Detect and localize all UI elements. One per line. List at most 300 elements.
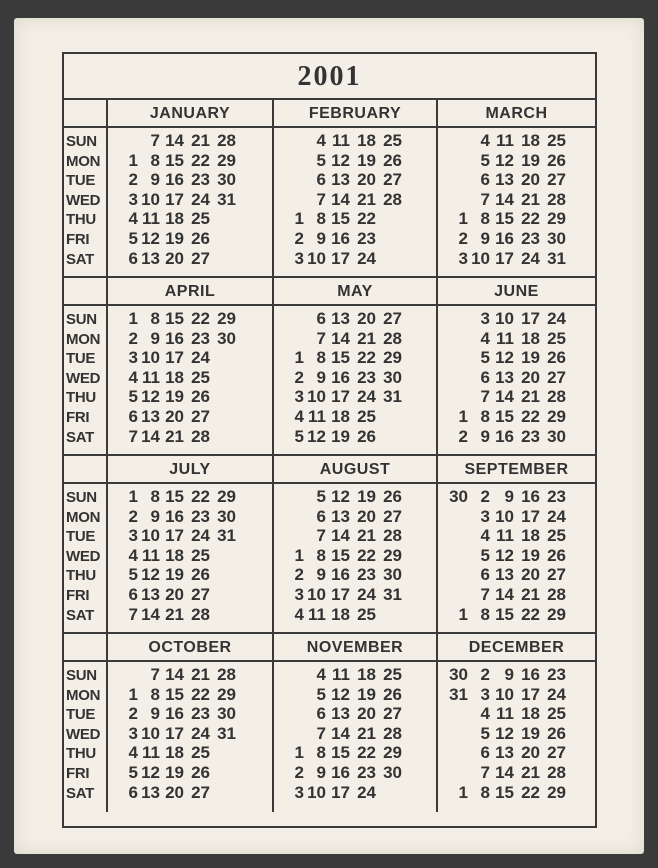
day-number: 7 bbox=[316, 189, 326, 209]
day-number: 2 bbox=[480, 665, 490, 684]
day-number: 12 bbox=[495, 723, 514, 743]
day-number: 20 bbox=[165, 407, 184, 426]
day-number: 9 bbox=[504, 487, 514, 506]
day-number: 19 bbox=[165, 387, 184, 407]
weekday-label: WED bbox=[66, 725, 101, 743]
day-number: 18 bbox=[331, 604, 350, 624]
day-number: 3 bbox=[480, 684, 490, 704]
day-number: 6 bbox=[480, 170, 490, 190]
day-number: 24 bbox=[357, 782, 376, 802]
weekday-label: FRI bbox=[66, 587, 90, 604]
day-number: 29 bbox=[217, 309, 236, 328]
day-number: 22 bbox=[521, 407, 540, 426]
day-number: 8 bbox=[150, 309, 160, 328]
weekday-label: THU bbox=[66, 567, 96, 585]
day-number: 18 bbox=[521, 328, 540, 348]
day-number: 29 bbox=[383, 743, 402, 763]
day-number: 18 bbox=[521, 526, 540, 546]
day-number: 22 bbox=[357, 209, 376, 229]
day-number: 2 bbox=[128, 506, 138, 526]
weekday-label: WED bbox=[66, 191, 101, 209]
day-number: 1 bbox=[294, 743, 304, 763]
weekday-label: SUN bbox=[66, 133, 97, 150]
day-number: 10 bbox=[495, 309, 514, 328]
day-number: 5 bbox=[480, 545, 490, 565]
day-number: 25 bbox=[191, 209, 210, 229]
day-number: 21 bbox=[357, 189, 376, 209]
month-name: FEBRUARY bbox=[308, 105, 402, 122]
weekday-label: SAT bbox=[66, 606, 94, 624]
day-number: 6 bbox=[316, 309, 326, 328]
day-number: 31 bbox=[217, 723, 236, 743]
day-number: 29 bbox=[217, 150, 236, 170]
day-number: 24 bbox=[357, 387, 376, 407]
day-number: 6 bbox=[480, 743, 490, 763]
day-number: 19 bbox=[357, 487, 376, 506]
day-number: 19 bbox=[521, 545, 540, 565]
day-number: 20 bbox=[521, 170, 540, 190]
day-number: 27 bbox=[547, 170, 566, 190]
day-number: 31 bbox=[383, 387, 402, 407]
day-number: 4 bbox=[316, 665, 326, 684]
day-number: 18 bbox=[521, 131, 540, 150]
day-number: 14 bbox=[495, 763, 514, 782]
day-number: 30 bbox=[217, 328, 236, 348]
day-number: 3 bbox=[128, 348, 138, 368]
day-number: 12 bbox=[141, 229, 160, 248]
day-number: 25 bbox=[191, 743, 210, 763]
day-number: 2 bbox=[294, 229, 304, 248]
day-number: 23 bbox=[521, 229, 540, 248]
day-number: 25 bbox=[191, 367, 210, 387]
day-number: 11 bbox=[496, 526, 514, 546]
day-number: 22 bbox=[521, 782, 540, 802]
day-number: 19 bbox=[165, 763, 184, 782]
day-number: 16 bbox=[331, 229, 350, 248]
day-number: 25 bbox=[547, 704, 566, 724]
day-number: 21 bbox=[521, 387, 540, 407]
day-number: 15 bbox=[165, 684, 184, 704]
day-number: 26 bbox=[547, 545, 566, 565]
day-number: 9 bbox=[316, 763, 326, 782]
day-number: 3 bbox=[128, 723, 138, 743]
month-name: JUNE bbox=[494, 283, 539, 300]
day-number: 2 bbox=[458, 426, 468, 446]
day-number: 10 bbox=[307, 585, 326, 604]
day-number: 3 bbox=[294, 782, 304, 802]
day-number: 29 bbox=[547, 407, 566, 426]
day-number: 8 bbox=[480, 782, 490, 802]
day-number: 14 bbox=[331, 723, 350, 743]
weekday-column bbox=[64, 128, 106, 278]
day-number: 2 bbox=[294, 565, 304, 585]
day-number: 4 bbox=[128, 743, 138, 763]
day-number: 7 bbox=[480, 763, 490, 782]
day-number: 15 bbox=[495, 209, 514, 229]
day-number: 8 bbox=[316, 545, 326, 565]
day-number: 6 bbox=[128, 585, 138, 604]
day-number: 13 bbox=[141, 782, 160, 802]
weekday-label: SUN bbox=[66, 667, 97, 684]
day-number: 17 bbox=[331, 248, 350, 268]
day-number: 27 bbox=[191, 248, 210, 268]
day-number: 10 bbox=[141, 723, 160, 743]
day-number: 22 bbox=[521, 209, 540, 229]
day-number: 13 bbox=[331, 170, 350, 190]
day-number: 9 bbox=[150, 328, 160, 348]
day-number: 21 bbox=[357, 328, 376, 348]
weekday-label: SUN bbox=[66, 489, 97, 506]
day-number: 25 bbox=[383, 131, 402, 150]
day-number: 30 bbox=[383, 763, 402, 782]
day-number: 31 bbox=[449, 684, 468, 704]
day-number: 18 bbox=[357, 665, 376, 684]
weekday-column bbox=[64, 306, 106, 456]
day-number: 22 bbox=[191, 150, 210, 170]
calendar-frame bbox=[62, 52, 597, 828]
day-number: 20 bbox=[165, 782, 184, 802]
day-number: 23 bbox=[357, 229, 376, 248]
day-number: 15 bbox=[165, 150, 184, 170]
day-number: 21 bbox=[191, 665, 210, 684]
day-number: 10 bbox=[141, 348, 160, 368]
day-number: 30 bbox=[449, 665, 468, 684]
month-name: APRIL bbox=[164, 283, 216, 300]
month-name: JULY bbox=[169, 461, 211, 478]
day-number: 9 bbox=[480, 229, 490, 248]
day-number: 24 bbox=[547, 309, 566, 328]
day-number: 7 bbox=[480, 387, 490, 407]
day-number: 4 bbox=[480, 131, 490, 150]
day-number: 9 bbox=[480, 426, 490, 446]
month-block-april bbox=[108, 278, 272, 456]
day-number: 26 bbox=[357, 426, 376, 446]
day-number: 18 bbox=[521, 704, 540, 724]
day-number: 27 bbox=[191, 407, 210, 426]
day-number: 16 bbox=[331, 565, 350, 585]
day-number: 11 bbox=[142, 209, 160, 229]
day-number: 30 bbox=[383, 565, 402, 585]
day-number: 27 bbox=[547, 743, 566, 763]
day-number: 6 bbox=[316, 506, 326, 526]
day-number: 31 bbox=[217, 526, 236, 546]
day-number: 23 bbox=[547, 665, 566, 684]
day-number: 24 bbox=[191, 189, 210, 209]
day-number: 14 bbox=[331, 526, 350, 546]
day-number: 26 bbox=[547, 723, 566, 743]
day-number: 22 bbox=[191, 684, 210, 704]
month-block-august bbox=[274, 456, 436, 634]
day-number: 24 bbox=[191, 526, 210, 546]
day-number: 4 bbox=[294, 604, 304, 624]
day-number: 29 bbox=[547, 209, 566, 229]
day-number: 18 bbox=[331, 407, 350, 426]
day-number: 1 bbox=[294, 545, 304, 565]
day-number: 22 bbox=[191, 309, 210, 328]
day-number: 26 bbox=[547, 150, 566, 170]
day-number: 20 bbox=[357, 309, 376, 328]
day-number: 18 bbox=[165, 743, 184, 763]
month-block-march bbox=[438, 100, 595, 278]
day-number: 12 bbox=[141, 565, 160, 585]
day-number: 26 bbox=[191, 763, 210, 782]
day-number: 5 bbox=[316, 487, 326, 506]
day-number: 31 bbox=[547, 248, 566, 268]
day-number: 3 bbox=[294, 248, 304, 268]
day-number: 11 bbox=[496, 131, 514, 150]
day-number: 24 bbox=[547, 684, 566, 704]
day-number: 19 bbox=[331, 426, 350, 446]
day-number: 14 bbox=[141, 426, 160, 446]
quarter-row bbox=[64, 456, 595, 634]
day-number: 17 bbox=[331, 585, 350, 604]
day-number: 7 bbox=[480, 189, 490, 209]
day-number: 5 bbox=[294, 426, 304, 446]
day-number: 12 bbox=[141, 387, 160, 407]
day-number: 25 bbox=[357, 604, 376, 624]
day-number: 12 bbox=[495, 545, 514, 565]
day-number: 1 bbox=[458, 604, 468, 624]
day-number: 9 bbox=[150, 704, 160, 724]
day-number: 20 bbox=[521, 565, 540, 585]
quarter-row bbox=[64, 100, 595, 278]
day-number: 24 bbox=[547, 506, 566, 526]
weekday-label: SAT bbox=[66, 250, 94, 268]
day-number: 12 bbox=[495, 150, 514, 170]
day-number: 16 bbox=[495, 229, 514, 248]
weekday-label: WED bbox=[66, 547, 101, 565]
day-number: 13 bbox=[141, 407, 160, 426]
weekday-label: FRI bbox=[66, 409, 90, 426]
weekday-label: FRI bbox=[66, 231, 90, 248]
day-number: 12 bbox=[307, 426, 326, 446]
day-number: 16 bbox=[331, 367, 350, 387]
day-number: 26 bbox=[191, 387, 210, 407]
day-number: 25 bbox=[547, 328, 566, 348]
day-number: 21 bbox=[521, 189, 540, 209]
day-number: 6 bbox=[128, 248, 138, 268]
day-number: 8 bbox=[316, 209, 326, 229]
day-number: 11 bbox=[332, 131, 350, 150]
day-number: 11 bbox=[308, 604, 326, 624]
day-number: 17 bbox=[165, 526, 184, 546]
day-number: 19 bbox=[521, 150, 540, 170]
day-number: 14 bbox=[495, 585, 514, 604]
day-number: 6 bbox=[316, 704, 326, 724]
day-number: 14 bbox=[331, 328, 350, 348]
weekday-label: SAT bbox=[66, 784, 94, 802]
day-number: 5 bbox=[128, 565, 138, 585]
day-number: 15 bbox=[331, 209, 350, 229]
day-number: 29 bbox=[547, 604, 566, 624]
day-number: 8 bbox=[150, 684, 160, 704]
month-name: MAY bbox=[337, 283, 373, 300]
day-number: 13 bbox=[495, 367, 514, 387]
day-number: 3 bbox=[294, 387, 304, 407]
day-number: 28 bbox=[383, 189, 402, 209]
weekday-label: THU bbox=[66, 389, 96, 407]
day-number: 27 bbox=[191, 585, 210, 604]
day-number: 17 bbox=[495, 248, 514, 268]
day-number: 26 bbox=[383, 487, 402, 506]
day-number: 29 bbox=[383, 348, 402, 368]
day-number: 27 bbox=[547, 565, 566, 585]
day-number: 27 bbox=[383, 170, 402, 190]
day-number: 21 bbox=[357, 723, 376, 743]
day-number: 4 bbox=[480, 526, 490, 546]
day-number: 8 bbox=[480, 604, 490, 624]
day-number: 29 bbox=[547, 782, 566, 802]
day-number: 24 bbox=[357, 248, 376, 268]
day-number: 20 bbox=[165, 585, 184, 604]
day-number: 13 bbox=[141, 585, 160, 604]
day-number: 31 bbox=[383, 585, 402, 604]
month-name: OCTOBER bbox=[148, 639, 232, 656]
day-number: 4 bbox=[480, 328, 490, 348]
day-number: 17 bbox=[331, 387, 350, 407]
day-number: 9 bbox=[150, 506, 160, 526]
day-number: 16 bbox=[165, 170, 184, 190]
day-number: 25 bbox=[383, 665, 402, 684]
day-number: 22 bbox=[357, 743, 376, 763]
day-number: 8 bbox=[150, 150, 160, 170]
month-name: MARCH bbox=[485, 105, 548, 122]
day-number: 17 bbox=[521, 684, 540, 704]
day-number: 13 bbox=[331, 704, 350, 724]
month-block-february bbox=[274, 100, 436, 278]
day-number: 6 bbox=[128, 782, 138, 802]
day-number: 25 bbox=[547, 131, 566, 150]
day-number: 28 bbox=[191, 604, 210, 624]
day-number: 8 bbox=[150, 487, 160, 506]
day-number: 15 bbox=[331, 545, 350, 565]
weekday-label: FRI bbox=[66, 765, 90, 782]
day-number: 13 bbox=[331, 309, 350, 328]
day-number: 6 bbox=[128, 407, 138, 426]
day-number: 7 bbox=[128, 604, 138, 624]
day-number: 4 bbox=[128, 367, 138, 387]
day-number: 10 bbox=[307, 387, 326, 407]
day-number: 9 bbox=[316, 229, 326, 248]
day-number: 26 bbox=[191, 565, 210, 585]
day-number: 11 bbox=[142, 367, 160, 387]
day-number: 4 bbox=[128, 545, 138, 565]
day-number: 13 bbox=[495, 743, 514, 763]
day-number: 19 bbox=[165, 565, 184, 585]
day-number: 15 bbox=[165, 309, 184, 328]
day-number: 6 bbox=[316, 170, 326, 190]
month-block-may bbox=[274, 278, 436, 456]
day-number: 17 bbox=[521, 309, 540, 328]
day-number: 20 bbox=[357, 170, 376, 190]
day-number: 4 bbox=[316, 131, 326, 150]
day-number: 12 bbox=[331, 487, 350, 506]
weekday-label: SAT bbox=[66, 428, 94, 446]
day-number: 7 bbox=[316, 526, 326, 546]
day-number: 11 bbox=[332, 665, 350, 684]
day-number: 28 bbox=[191, 426, 210, 446]
weekday-label: MON bbox=[66, 508, 101, 526]
day-number: 4 bbox=[480, 704, 490, 724]
day-number: 5 bbox=[480, 150, 490, 170]
day-number: 23 bbox=[357, 763, 376, 782]
day-number: 16 bbox=[495, 426, 514, 446]
day-number: 17 bbox=[521, 506, 540, 526]
day-number: 15 bbox=[495, 407, 514, 426]
day-number: 7 bbox=[480, 585, 490, 604]
day-number: 19 bbox=[521, 723, 540, 743]
day-number: 22 bbox=[191, 487, 210, 506]
day-number: 11 bbox=[142, 743, 160, 763]
day-number: 19 bbox=[165, 229, 184, 248]
day-number: 14 bbox=[331, 189, 350, 209]
day-number: 8 bbox=[480, 407, 490, 426]
quarter-row bbox=[64, 278, 595, 456]
day-number: 4 bbox=[128, 209, 138, 229]
day-number: 11 bbox=[496, 704, 514, 724]
day-number: 10 bbox=[495, 684, 514, 704]
weekday-label: TUE bbox=[66, 172, 96, 190]
day-number: 26 bbox=[383, 150, 402, 170]
day-number: 23 bbox=[357, 565, 376, 585]
day-number: 15 bbox=[331, 743, 350, 763]
month-block-november bbox=[274, 634, 436, 812]
day-number: 2 bbox=[128, 328, 138, 348]
day-number: 21 bbox=[191, 131, 210, 150]
year-title: 2001 bbox=[64, 54, 595, 100]
day-number: 1 bbox=[458, 209, 468, 229]
day-number: 3 bbox=[128, 526, 138, 546]
day-number: 22 bbox=[521, 604, 540, 624]
month-block-july bbox=[108, 456, 272, 634]
day-number: 23 bbox=[521, 426, 540, 446]
day-number: 27 bbox=[547, 367, 566, 387]
day-number: 21 bbox=[357, 526, 376, 546]
month-name: DECEMBER bbox=[468, 639, 565, 656]
day-number: 7 bbox=[150, 665, 160, 684]
day-number: 23 bbox=[191, 328, 210, 348]
day-number: 7 bbox=[150, 131, 160, 150]
day-number: 1 bbox=[294, 348, 304, 368]
day-number: 10 bbox=[307, 248, 326, 268]
day-number: 12 bbox=[495, 348, 514, 368]
day-number: 5 bbox=[480, 723, 490, 743]
day-number: 12 bbox=[331, 150, 350, 170]
day-number: 11 bbox=[308, 407, 326, 426]
day-number: 20 bbox=[357, 704, 376, 724]
day-number: 18 bbox=[357, 131, 376, 150]
day-number: 19 bbox=[521, 348, 540, 368]
day-number: 18 bbox=[165, 209, 184, 229]
weekday-label: THU bbox=[66, 745, 96, 763]
day-number: 23 bbox=[191, 506, 210, 526]
day-number: 23 bbox=[191, 170, 210, 190]
day-number: 28 bbox=[547, 763, 566, 782]
day-number: 20 bbox=[521, 367, 540, 387]
day-number: 8 bbox=[480, 209, 490, 229]
day-number: 3 bbox=[294, 585, 304, 604]
day-number: 9 bbox=[504, 665, 514, 684]
day-number: 6 bbox=[480, 367, 490, 387]
weekday-label: MON bbox=[66, 152, 101, 170]
month-name: SEPTEMBER bbox=[464, 461, 569, 478]
day-number: 23 bbox=[191, 704, 210, 724]
month-block-june bbox=[438, 278, 595, 456]
day-number: 16 bbox=[521, 665, 540, 684]
day-number: 29 bbox=[217, 487, 236, 506]
day-number: 20 bbox=[521, 743, 540, 763]
day-number: 14 bbox=[495, 387, 514, 407]
